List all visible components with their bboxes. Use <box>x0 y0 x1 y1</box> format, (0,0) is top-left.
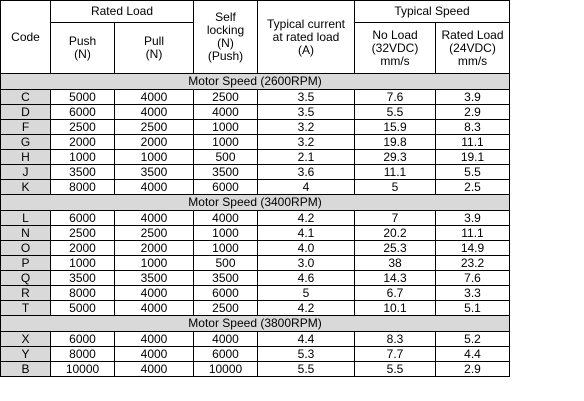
cell-self-locking: 4000 <box>194 332 258 347</box>
section-heading-row <box>1 316 510 332</box>
cell-current: 3.5 <box>258 90 355 105</box>
cell-code: H <box>1 150 51 165</box>
table-row <box>1 301 510 316</box>
header-pull <box>115 23 194 74</box>
header-push-l1: Push <box>68 34 97 48</box>
header-self-locking-l3: (N) <box>217 36 234 50</box>
cell-self-locking: 10000 <box>194 362 258 377</box>
cell-pull: 1000 <box>115 150 194 165</box>
cell-no-load-speed: 19.8 <box>355 135 436 150</box>
cell-push: 2500 <box>51 226 115 241</box>
cell-self-locking: 500 <box>194 150 258 165</box>
cell-code: B <box>1 362 51 377</box>
cell-no-load-speed: 11.1 <box>355 165 436 180</box>
spec-table-body <box>1 74 510 377</box>
section-title: Motor Speed (2600RPM) <box>1 74 510 90</box>
cell-rated-load-speed: 23.2 <box>436 256 510 271</box>
cell-code: F <box>1 120 51 135</box>
cell-rated-load-speed: 19.1 <box>436 150 510 165</box>
header-self-locking-l4: (Push) <box>207 49 244 63</box>
cell-current: 5 <box>258 286 355 301</box>
table-row <box>1 105 510 120</box>
cell-current: 4.1 <box>258 226 355 241</box>
cell-code: T <box>1 301 51 316</box>
cell-pull: 2000 <box>115 241 194 256</box>
cell-push: 8000 <box>51 180 115 195</box>
cell-self-locking: 500 <box>194 256 258 271</box>
table-row <box>1 135 510 150</box>
cell-no-load-speed: 29.3 <box>355 150 436 165</box>
cell-current: 4.2 <box>258 301 355 316</box>
cell-no-load-speed: 15.9 <box>355 120 436 135</box>
cell-rated-load-speed: 4.4 <box>436 347 510 362</box>
cell-current: 4.4 <box>258 332 355 347</box>
cell-self-locking: 1000 <box>194 241 258 256</box>
cell-no-load-speed: 6.7 <box>355 286 436 301</box>
cell-self-locking: 4000 <box>194 211 258 226</box>
cell-pull: 4000 <box>115 90 194 105</box>
cell-pull: 4000 <box>115 347 194 362</box>
cell-code: G <box>1 135 51 150</box>
cell-no-load-speed: 10.1 <box>355 301 436 316</box>
cell-self-locking: 2500 <box>194 301 258 316</box>
cell-no-load-speed: 5.5 <box>355 362 436 377</box>
header-no-load-l2: (32VDC) <box>371 40 419 55</box>
cell-code: Y <box>1 347 51 362</box>
cell-rated-load-speed: 3.3 <box>436 286 510 301</box>
table-row <box>1 271 510 286</box>
cell-current: 3.0 <box>258 256 355 271</box>
cell-code: J <box>1 165 51 180</box>
cell-self-locking: 1000 <box>194 226 258 241</box>
table-row <box>1 362 510 377</box>
cell-current: 5.5 <box>258 362 355 377</box>
cell-self-locking: 1000 <box>194 135 258 150</box>
cell-code: P <box>1 256 51 271</box>
header-no-load <box>355 23 436 74</box>
cell-code: K <box>1 180 51 195</box>
table-row <box>1 180 510 195</box>
cell-pull: 4000 <box>115 362 194 377</box>
header-typical-speed: Typical Speed <box>355 1 510 23</box>
cell-rated-load-speed: 5.5 <box>436 165 510 180</box>
table-row <box>1 332 510 347</box>
cell-code: O <box>1 241 51 256</box>
cell-pull: 1000 <box>115 256 194 271</box>
header-rated-load: Rated Load <box>51 1 194 23</box>
cell-pull: 2500 <box>115 120 194 135</box>
section-heading-row <box>1 74 510 90</box>
cell-self-locking: 4000 <box>194 105 258 120</box>
cell-no-load-speed: 8.3 <box>355 332 436 347</box>
cell-push: 5000 <box>51 90 115 105</box>
cell-current: 4.6 <box>258 271 355 286</box>
header-rated-load-speed-l3: mm/s <box>457 53 488 68</box>
cell-rated-load-speed: 5.1 <box>436 301 510 316</box>
header-push-l2: (N) <box>74 47 91 61</box>
section-title: Motor Speed (3800RPM) <box>1 316 510 332</box>
header-no-load-l1: No Load <box>372 27 418 42</box>
cell-code: C <box>1 90 51 105</box>
cell-pull: 4000 <box>115 180 194 195</box>
header-rated-load-speed <box>436 23 510 74</box>
cell-self-locking: 2500 <box>194 90 258 105</box>
cell-pull: 4000 <box>115 286 194 301</box>
header-typical-current-l2: at rated load <box>272 29 340 44</box>
table-row <box>1 211 510 226</box>
cell-current: 3.6 <box>258 165 355 180</box>
cell-rated-load-speed: 14.9 <box>436 241 510 256</box>
cell-rated-load-speed: 5.2 <box>436 332 510 347</box>
cell-no-load-speed: 20.2 <box>355 226 436 241</box>
cell-pull: 3500 <box>115 271 194 286</box>
cell-push: 5000 <box>51 301 115 316</box>
table-row <box>1 165 510 180</box>
cell-code: N <box>1 226 51 241</box>
section-title: Motor Speed (3400RPM) <box>1 195 510 211</box>
cell-current: 4.0 <box>258 241 355 256</box>
header-typical-current-l3: (A) <box>298 42 314 57</box>
cell-rated-load-speed: 11.1 <box>436 135 510 150</box>
cell-pull: 4000 <box>115 301 194 316</box>
cell-push: 6000 <box>51 332 115 347</box>
cell-push: 2000 <box>51 241 115 256</box>
cell-current: 3.2 <box>258 135 355 150</box>
cell-push: 3500 <box>51 165 115 180</box>
cell-self-locking: 3500 <box>194 271 258 286</box>
section-heading-row <box>1 195 510 211</box>
cell-no-load-speed: 7 <box>355 211 436 226</box>
table-row <box>1 256 510 271</box>
cell-push: 2500 <box>51 120 115 135</box>
header-self-locking-l2: locking <box>206 23 245 37</box>
cell-self-locking: 1000 <box>194 120 258 135</box>
cell-self-locking: 6000 <box>194 286 258 301</box>
cell-push: 6000 <box>51 105 115 120</box>
cell-current: 5.3 <box>258 347 355 362</box>
cell-current: 3.2 <box>258 120 355 135</box>
cell-self-locking: 6000 <box>194 347 258 362</box>
cell-rated-load-speed: 2.5 <box>436 180 510 195</box>
cell-rated-load-speed: 8.3 <box>436 120 510 135</box>
cell-rated-load-speed: 2.9 <box>436 362 510 377</box>
cell-self-locking: 3500 <box>194 165 258 180</box>
cell-pull: 2000 <box>115 135 194 150</box>
header-rated-load-speed-l1: Rated Load <box>441 27 504 42</box>
header-pull-l2: (N) <box>145 47 163 61</box>
table-row <box>1 347 510 362</box>
cell-pull: 4000 <box>115 332 194 347</box>
cell-current: 4.2 <box>258 211 355 226</box>
cell-push: 8000 <box>51 286 115 301</box>
cell-rated-load-speed: 11.1 <box>436 226 510 241</box>
cell-code: L <box>1 211 51 226</box>
header-typical-current-l1: Typical current <box>266 16 346 31</box>
header-self-locking <box>194 1 258 74</box>
table-row <box>1 226 510 241</box>
cell-pull: 4000 <box>115 211 194 226</box>
cell-code: D <box>1 105 51 120</box>
cell-code: Q <box>1 271 51 286</box>
cell-rated-load-speed: 3.9 <box>436 211 510 226</box>
cell-push: 6000 <box>51 211 115 226</box>
cell-push: 8000 <box>51 347 115 362</box>
cell-no-load-speed: 7.6 <box>355 90 436 105</box>
table-row <box>1 150 510 165</box>
cell-no-load-speed: 14.3 <box>355 271 436 286</box>
cell-push: 1000 <box>51 150 115 165</box>
header-typical-current <box>258 1 355 74</box>
cell-no-load-speed: 38 <box>355 256 436 271</box>
cell-no-load-speed: 7.7 <box>355 347 436 362</box>
table-row <box>1 241 510 256</box>
cell-code: R <box>1 286 51 301</box>
cell-rated-load-speed: 7.6 <box>436 271 510 286</box>
header-self-locking-l1: Self <box>215 10 236 24</box>
cell-code: X <box>1 332 51 347</box>
table-row <box>1 120 510 135</box>
table-row <box>1 286 510 301</box>
cell-pull: 2500 <box>115 226 194 241</box>
header-code: Code <box>1 1 51 74</box>
cell-current: 3.5 <box>258 105 355 120</box>
cell-push: 3500 <box>51 271 115 286</box>
cell-pull: 4000 <box>115 105 194 120</box>
table-row <box>1 90 510 105</box>
cell-push: 1000 <box>51 256 115 271</box>
cell-no-load-speed: 5.5 <box>355 105 436 120</box>
cell-no-load-speed: 25.3 <box>355 241 436 256</box>
cell-self-locking: 6000 <box>194 180 258 195</box>
cell-push: 10000 <box>51 362 115 377</box>
cell-current: 4 <box>258 180 355 195</box>
cell-current: 2.1 <box>258 150 355 165</box>
cell-rated-load-speed: 2.9 <box>436 105 510 120</box>
cell-push: 2000 <box>51 135 115 150</box>
cell-rated-load-speed: 3.9 <box>436 90 510 105</box>
cell-pull: 3500 <box>115 165 194 180</box>
header-no-load-l3: mm/s <box>380 53 410 68</box>
header-rated-load-speed-l2: (24VDC) <box>449 40 496 55</box>
header-pull-l1: Pull <box>143 34 164 48</box>
cell-no-load-speed: 5 <box>355 180 436 195</box>
header-push <box>51 23 115 74</box>
